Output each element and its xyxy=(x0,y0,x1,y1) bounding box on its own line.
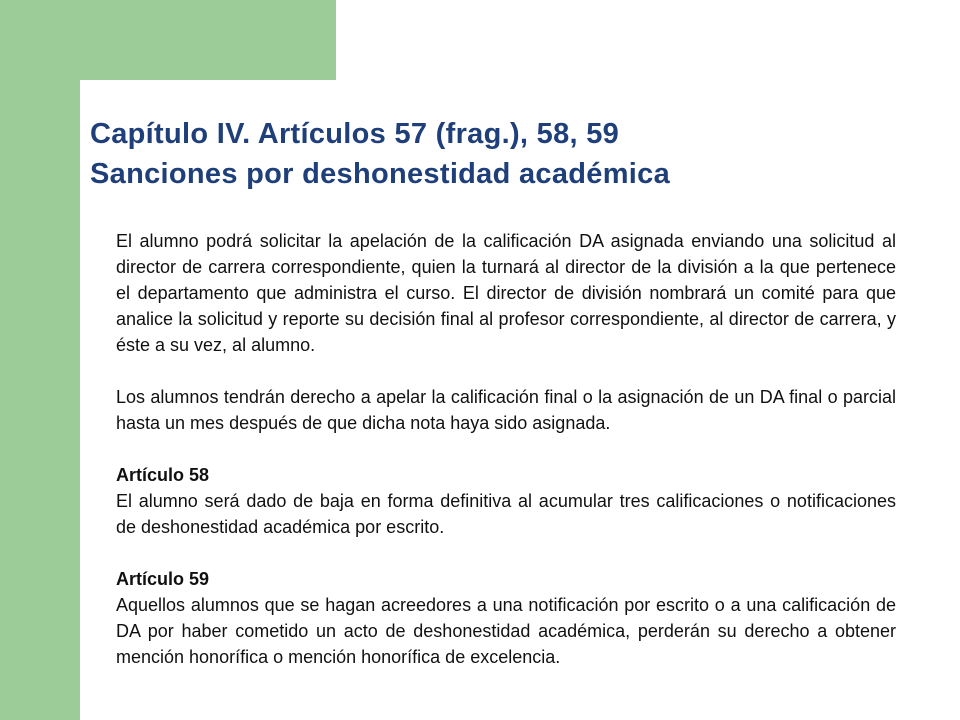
slide-body xyxy=(116,228,896,670)
paragraph-spacer xyxy=(116,436,896,462)
paragraph-spacer xyxy=(116,540,896,566)
article-59-text: Aquellos alumnos que se hagan acreedores a una notificación por escrito o a una calificación de DA por haber cometido un acto de deshonestidad académica, perderán su derecho a obtener mención honorífica o mención honorífica de excelencia. xyxy=(116,595,896,667)
slide-title xyxy=(90,114,670,194)
article-58-text: El alumno será dado de baja en forma definitiva al acumular tres calificaciones o notificaciones de deshonestidad académica por escrito. xyxy=(116,491,896,537)
title-line-1: Capítulo IV. Artículos 57 (frag.), 58, 59 xyxy=(90,118,620,150)
article-59-heading: Artículo 59 xyxy=(116,569,210,589)
paragraph-spacer xyxy=(116,358,896,384)
top-green-block xyxy=(80,0,336,80)
paragraph-appeal-procedure: El alumno podrá solicitar la apelación de la calificación DA asignada enviando una solicitud al director de carrera correspondiente, quien la turnará al director de la división a la que pertenece el departamento que administra el curso. El director de división nombrará un comité para que analice la solicitud y reporte su decisión final al profesor correspondiente, al director de carrera, y éste a su vez, al alumno. xyxy=(116,231,896,355)
article-58-heading: Artículo 58 xyxy=(116,465,210,485)
paragraph-appeal-deadline: Los alumnos tendrán derecho a apelar la calificación final o la asignación de un DA final o parcial hasta un mes después de que dicha nota haya sido asignada. xyxy=(116,387,896,433)
title-line-2: Sanciones por deshonestidad académica xyxy=(90,158,671,190)
left-green-bar xyxy=(0,0,80,720)
